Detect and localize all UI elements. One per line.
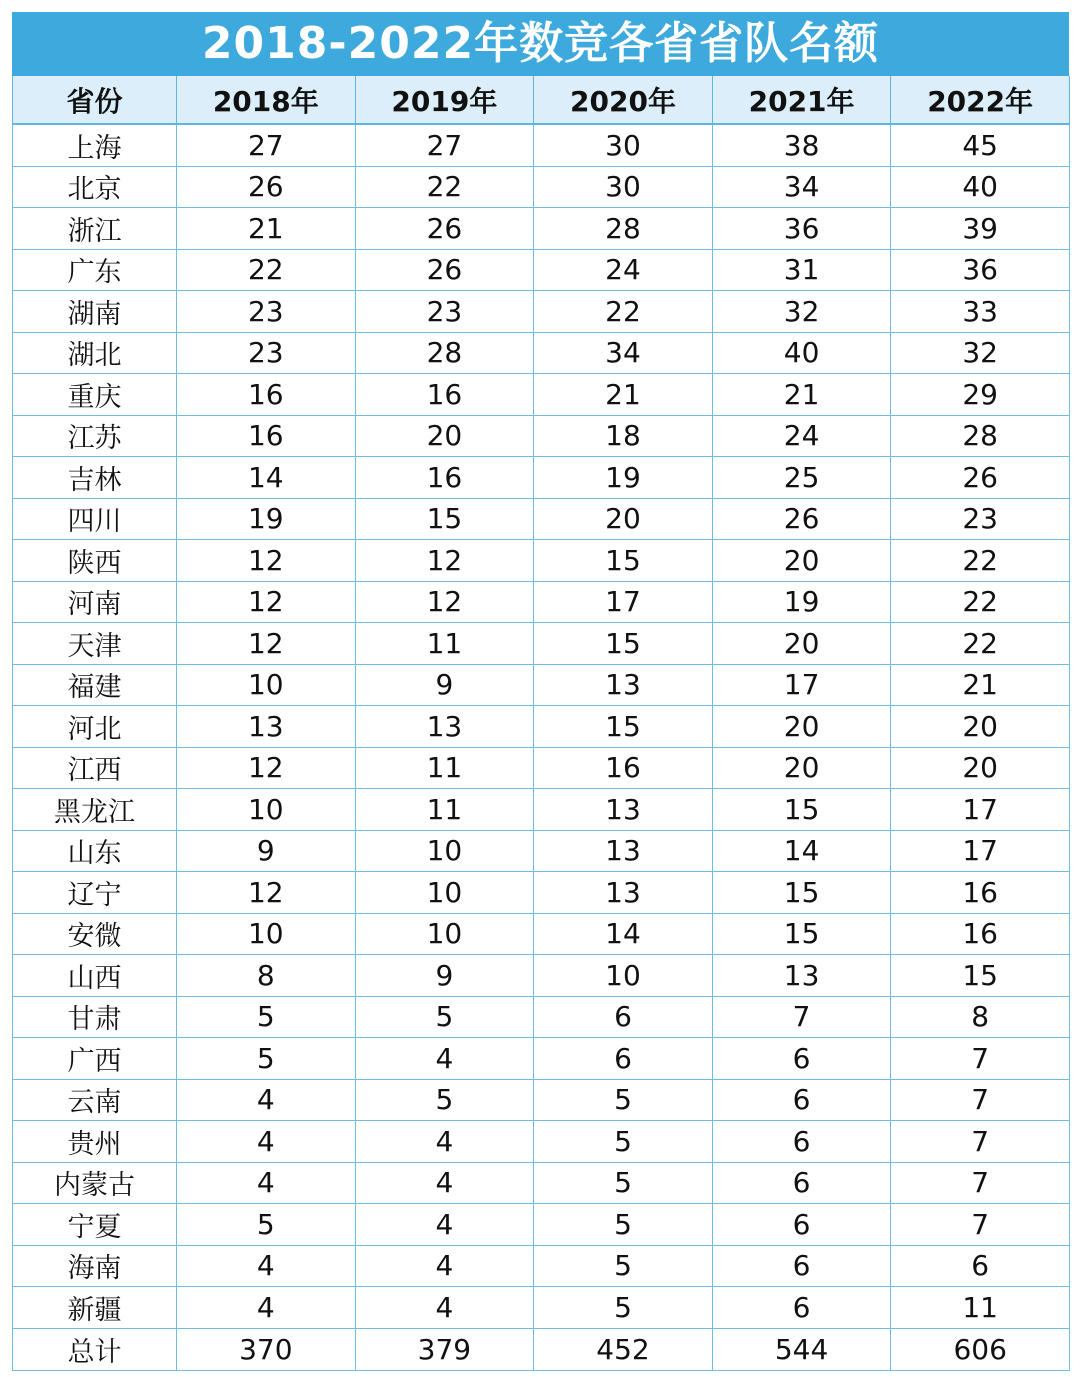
quota-cell-2020: 5 bbox=[534, 1287, 713, 1329]
table-row bbox=[13, 789, 1070, 831]
province-cell: 广西 bbox=[13, 1038, 177, 1080]
province-cell: 山东 bbox=[13, 830, 177, 872]
quota-cell-2018: 14 bbox=[177, 457, 356, 499]
quota-cell-2020: 20 bbox=[534, 498, 713, 540]
province-cell: 江苏 bbox=[13, 415, 177, 457]
column-header-province: 省份 bbox=[13, 76, 177, 124]
table-row bbox=[13, 1204, 1070, 1246]
quota-cell-2021: 31 bbox=[712, 249, 891, 291]
quota-cell-2022: 16 bbox=[891, 872, 1070, 914]
quota-cell-2019: 4 bbox=[355, 1245, 534, 1287]
quota-cell-2019: 10 bbox=[355, 913, 534, 955]
quota-cell-2022: 23 bbox=[891, 498, 1070, 540]
quota-cell-2018: 4 bbox=[177, 1121, 356, 1163]
province-cell: 河北 bbox=[13, 706, 177, 748]
quota-cell-2019: 15 bbox=[355, 498, 534, 540]
quota-cell-2019: 10 bbox=[355, 830, 534, 872]
quota-cell-2019: 16 bbox=[355, 374, 534, 416]
quota-cell-2018: 9 bbox=[177, 830, 356, 872]
table-row bbox=[13, 830, 1070, 872]
quota-cell-2019: 4 bbox=[355, 1121, 534, 1163]
quota-cell-2018: 10 bbox=[177, 913, 356, 955]
table-title: 2018-2022年数竞各省省队名额 bbox=[12, 12, 1069, 76]
province-cell: 广东 bbox=[13, 249, 177, 291]
province-cell: 云南 bbox=[13, 1079, 177, 1121]
province-cell: 辽宁 bbox=[13, 872, 177, 914]
quota-cell-2021: 6 bbox=[712, 1038, 891, 1080]
quota-cell-2020: 24 bbox=[534, 249, 713, 291]
table-row bbox=[13, 291, 1070, 333]
province-cell: 宁夏 bbox=[13, 1204, 177, 1246]
quota-cell-2020: 30 bbox=[534, 166, 713, 208]
quota-cell-2019: 11 bbox=[355, 747, 534, 789]
quota-cell-2022: 20 bbox=[891, 706, 1070, 748]
table-row bbox=[13, 664, 1070, 706]
quota-cell-2021: 32 bbox=[712, 291, 891, 333]
quota-cell-2021: 26 bbox=[712, 498, 891, 540]
table-row bbox=[13, 872, 1070, 914]
quota-cell-2018: 22 bbox=[177, 249, 356, 291]
quota-cell-2018: 21 bbox=[177, 208, 356, 250]
quota-cell-2021: 25 bbox=[712, 457, 891, 499]
quota-cell-2018: 12 bbox=[177, 872, 356, 914]
quota-cell-2022: 22 bbox=[891, 623, 1070, 665]
quota-cell-2018: 4 bbox=[177, 1287, 356, 1329]
table-row bbox=[13, 540, 1070, 582]
quota-cell-2022: 7 bbox=[891, 1038, 1070, 1080]
quota-cell-2019: 4 bbox=[355, 1038, 534, 1080]
quota-cell-2022: 21 bbox=[891, 664, 1070, 706]
quota-cell-2018: 8 bbox=[177, 955, 356, 997]
province-cell: 四川 bbox=[13, 498, 177, 540]
quota-cell-2022: 22 bbox=[891, 540, 1070, 582]
quota-cell-2021: 36 bbox=[712, 208, 891, 250]
quota-cell-2018: 23 bbox=[177, 332, 356, 374]
quota-cell-2021: 40 bbox=[712, 332, 891, 374]
quota-cell-2020: 13 bbox=[534, 789, 713, 831]
column-header-2019: 2019年 bbox=[355, 76, 534, 124]
quota-cell-2022: 16 bbox=[891, 913, 1070, 955]
quota-cell-2021: 20 bbox=[712, 540, 891, 582]
quota-cell-2018: 13 bbox=[177, 706, 356, 748]
quota-cell-2021: 15 bbox=[712, 789, 891, 831]
quota-cell-2022: 28 bbox=[891, 415, 1070, 457]
quota-cell-2018: 4 bbox=[177, 1162, 356, 1204]
quota-cell-2018: 23 bbox=[177, 291, 356, 333]
quota-cell-2018: 12 bbox=[177, 581, 356, 623]
quota-cell-2022: 6 bbox=[891, 1245, 1070, 1287]
quota-cell-2020: 13 bbox=[534, 872, 713, 914]
quota-cell-2021: 15 bbox=[712, 913, 891, 955]
quota-cell-2020: 22 bbox=[534, 291, 713, 333]
quota-cell-2018: 27 bbox=[177, 124, 356, 166]
quota-cell-2019: 11 bbox=[355, 789, 534, 831]
quota-cell-2021: 6 bbox=[712, 1245, 891, 1287]
quota-cell-2022: 7 bbox=[891, 1079, 1070, 1121]
quota-cell-2020: 34 bbox=[534, 332, 713, 374]
quota-cell-2018: 12 bbox=[177, 540, 356, 582]
table-row bbox=[13, 457, 1070, 499]
quota-cell-2020: 10 bbox=[534, 955, 713, 997]
column-header-2020: 2020年 bbox=[534, 76, 713, 124]
province-cell: 江西 bbox=[13, 747, 177, 789]
province-cell: 安微 bbox=[13, 913, 177, 955]
quota-cell-2021: 20 bbox=[712, 747, 891, 789]
quota-cell-2022: 40 bbox=[891, 166, 1070, 208]
province-cell: 甘肃 bbox=[13, 996, 177, 1038]
province-cell: 重庆 bbox=[13, 374, 177, 416]
quota-cell-2020: 452 bbox=[534, 1328, 713, 1370]
quota-cell-2020: 30 bbox=[534, 124, 713, 166]
quota-cell-2019: 20 bbox=[355, 415, 534, 457]
quota-table-container bbox=[12, 12, 1069, 1371]
quota-cell-2022: 17 bbox=[891, 789, 1070, 831]
quota-cell-2021: 7 bbox=[712, 996, 891, 1038]
quota-cell-2022: 33 bbox=[891, 291, 1070, 333]
table-row bbox=[13, 706, 1070, 748]
province-cell: 吉林 bbox=[13, 457, 177, 499]
table-body bbox=[13, 124, 1070, 1370]
table-row bbox=[13, 913, 1070, 955]
quota-cell-2020: 15 bbox=[534, 706, 713, 748]
quota-cell-2019: 9 bbox=[355, 955, 534, 997]
quota-cell-2018: 5 bbox=[177, 996, 356, 1038]
quota-cell-2020: 15 bbox=[534, 540, 713, 582]
quota-cell-2020: 21 bbox=[534, 374, 713, 416]
quota-cell-2018: 10 bbox=[177, 664, 356, 706]
quota-cell-2021: 38 bbox=[712, 124, 891, 166]
quota-cell-2020: 15 bbox=[534, 623, 713, 665]
quota-cell-2022: 36 bbox=[891, 249, 1070, 291]
table-row bbox=[13, 747, 1070, 789]
quota-cell-2020: 28 bbox=[534, 208, 713, 250]
quota-cell-2021: 6 bbox=[712, 1204, 891, 1246]
quota-cell-2021: 6 bbox=[712, 1079, 891, 1121]
table-row bbox=[13, 332, 1070, 374]
quota-cell-2019: 10 bbox=[355, 872, 534, 914]
quota-cell-2020: 18 bbox=[534, 415, 713, 457]
quota-cell-2019: 16 bbox=[355, 457, 534, 499]
quota-cell-2021: 544 bbox=[712, 1328, 891, 1370]
province-cell: 湖北 bbox=[13, 332, 177, 374]
header-row bbox=[13, 76, 1070, 124]
province-cell: 北京 bbox=[13, 166, 177, 208]
table-row bbox=[13, 1121, 1070, 1163]
quota-cell-2020: 5 bbox=[534, 1121, 713, 1163]
quota-cell-2019: 4 bbox=[355, 1162, 534, 1204]
province-cell: 黑龙江 bbox=[13, 789, 177, 831]
quota-cell-2018: 10 bbox=[177, 789, 356, 831]
quota-cell-2018: 12 bbox=[177, 623, 356, 665]
quota-cell-2018: 4 bbox=[177, 1245, 356, 1287]
table-row bbox=[13, 996, 1070, 1038]
quota-cell-2022: 7 bbox=[891, 1121, 1070, 1163]
table-row bbox=[13, 415, 1070, 457]
quota-cell-2018: 16 bbox=[177, 374, 356, 416]
quota-cell-2020: 5 bbox=[534, 1245, 713, 1287]
table-row bbox=[13, 374, 1070, 416]
quota-cell-2021: 6 bbox=[712, 1162, 891, 1204]
quota-cell-2019: 5 bbox=[355, 1079, 534, 1121]
table-row bbox=[13, 581, 1070, 623]
quota-cell-2019: 4 bbox=[355, 1287, 534, 1329]
quota-cell-2019: 13 bbox=[355, 706, 534, 748]
table-row bbox=[13, 166, 1070, 208]
province-cell: 新疆 bbox=[13, 1287, 177, 1329]
column-header-2018: 2018年 bbox=[177, 76, 356, 124]
quota-cell-2022: 606 bbox=[891, 1328, 1070, 1370]
quota-cell-2022: 29 bbox=[891, 374, 1070, 416]
table-row bbox=[13, 1287, 1070, 1329]
quota-cell-2020: 19 bbox=[534, 457, 713, 499]
table-row bbox=[13, 955, 1070, 997]
quota-cell-2018: 4 bbox=[177, 1079, 356, 1121]
quota-cell-2022: 32 bbox=[891, 332, 1070, 374]
quota-cell-2020: 5 bbox=[534, 1079, 713, 1121]
quota-cell-2019: 9 bbox=[355, 664, 534, 706]
province-cell: 山西 bbox=[13, 955, 177, 997]
quota-cell-2021: 34 bbox=[712, 166, 891, 208]
province-cell: 上海 bbox=[13, 124, 177, 166]
quota-cell-2018: 12 bbox=[177, 747, 356, 789]
quota-cell-2020: 6 bbox=[534, 1038, 713, 1080]
quota-cell-2020: 5 bbox=[534, 1204, 713, 1246]
quota-cell-2019: 4 bbox=[355, 1204, 534, 1246]
quota-cell-2021: 6 bbox=[712, 1287, 891, 1329]
quota-cell-2018: 26 bbox=[177, 166, 356, 208]
province-cell: 河南 bbox=[13, 581, 177, 623]
table-row bbox=[13, 124, 1070, 166]
quota-cell-2021: 20 bbox=[712, 706, 891, 748]
quota-cell-2019: 26 bbox=[355, 249, 534, 291]
province-cell: 总计 bbox=[13, 1328, 177, 1370]
province-cell: 陕西 bbox=[13, 540, 177, 582]
table-row bbox=[13, 1162, 1070, 1204]
quota-cell-2018: 370 bbox=[177, 1328, 356, 1370]
quota-cell-2018: 5 bbox=[177, 1204, 356, 1246]
quota-cell-2020: 13 bbox=[534, 830, 713, 872]
table-row bbox=[13, 208, 1070, 250]
quota-cell-2020: 16 bbox=[534, 747, 713, 789]
quota-cell-2020: 17 bbox=[534, 581, 713, 623]
quota-cell-2021: 15 bbox=[712, 872, 891, 914]
province-cell: 贵州 bbox=[13, 1121, 177, 1163]
quota-cell-2019: 22 bbox=[355, 166, 534, 208]
column-header-2022: 2022年 bbox=[891, 76, 1070, 124]
table-row bbox=[13, 1079, 1070, 1121]
quota-cell-2019: 11 bbox=[355, 623, 534, 665]
table-row bbox=[13, 1245, 1070, 1287]
quota-cell-2022: 15 bbox=[891, 955, 1070, 997]
quota-cell-2022: 26 bbox=[891, 457, 1070, 499]
table-row bbox=[13, 623, 1070, 665]
quota-cell-2021: 17 bbox=[712, 664, 891, 706]
quota-cell-2020: 13 bbox=[534, 664, 713, 706]
quota-cell-2020: 14 bbox=[534, 913, 713, 955]
table-row bbox=[13, 249, 1070, 291]
quota-cell-2018: 5 bbox=[177, 1038, 356, 1080]
quota-cell-2021: 6 bbox=[712, 1121, 891, 1163]
quota-cell-2021: 24 bbox=[712, 415, 891, 457]
province-cell: 内蒙古 bbox=[13, 1162, 177, 1204]
quota-cell-2021: 19 bbox=[712, 581, 891, 623]
quota-cell-2019: 28 bbox=[355, 332, 534, 374]
quota-cell-2021: 14 bbox=[712, 830, 891, 872]
quota-cell-2020: 6 bbox=[534, 996, 713, 1038]
quota-cell-2022: 39 bbox=[891, 208, 1070, 250]
column-header-2021: 2021年 bbox=[712, 76, 891, 124]
quota-cell-2019: 12 bbox=[355, 581, 534, 623]
quota-cell-2022: 7 bbox=[891, 1162, 1070, 1204]
quota-cell-2018: 16 bbox=[177, 415, 356, 457]
province-cell: 湖南 bbox=[13, 291, 177, 333]
quota-cell-2022: 11 bbox=[891, 1287, 1070, 1329]
quota-cell-2022: 7 bbox=[891, 1204, 1070, 1246]
quota-cell-2022: 45 bbox=[891, 124, 1070, 166]
quota-cell-2019: 379 bbox=[355, 1328, 534, 1370]
quota-cell-2019: 27 bbox=[355, 124, 534, 166]
quota-table bbox=[12, 76, 1070, 1371]
table-row bbox=[13, 1038, 1070, 1080]
province-cell: 海南 bbox=[13, 1245, 177, 1287]
quota-cell-2022: 8 bbox=[891, 996, 1070, 1038]
table-row bbox=[13, 498, 1070, 540]
quota-cell-2019: 26 bbox=[355, 208, 534, 250]
quota-cell-2019: 12 bbox=[355, 540, 534, 582]
province-cell: 浙江 bbox=[13, 208, 177, 250]
quota-cell-2022: 22 bbox=[891, 581, 1070, 623]
province-cell: 福建 bbox=[13, 664, 177, 706]
province-cell: 天津 bbox=[13, 623, 177, 665]
quota-cell-2021: 13 bbox=[712, 955, 891, 997]
quota-cell-2020: 5 bbox=[534, 1162, 713, 1204]
quota-cell-2021: 20 bbox=[712, 623, 891, 665]
quota-cell-2019: 5 bbox=[355, 996, 534, 1038]
quota-cell-2018: 19 bbox=[177, 498, 356, 540]
quota-cell-2022: 20 bbox=[891, 747, 1070, 789]
quota-cell-2021: 21 bbox=[712, 374, 891, 416]
quota-cell-2022: 17 bbox=[891, 830, 1070, 872]
quota-cell-2019: 23 bbox=[355, 291, 534, 333]
total-row bbox=[13, 1328, 1070, 1370]
